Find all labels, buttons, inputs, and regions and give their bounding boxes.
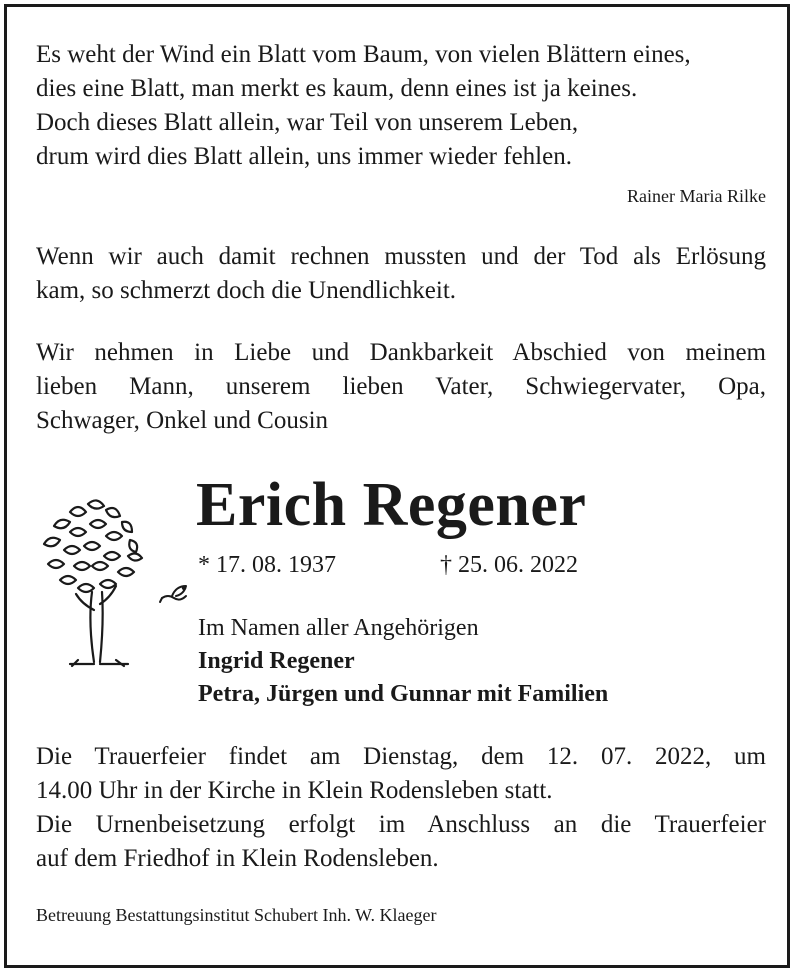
farewell-line: lieben Mann, unserem lieben Vater, Schwiegervater, Opa,: [36, 373, 766, 400]
death-date: † 25. 06. 2022: [440, 552, 578, 578]
poem-line: drum wird dies Blatt allein, uns immer wieder fehlen.: [36, 143, 572, 170]
ceremony-line: Die Trauerfeier findet am Dienstag, dem 12. 07. 2022, um: [36, 743, 766, 770]
poem-line: dies eine Blatt, man merkt es kaum, denn eines ist ja keines.: [36, 75, 638, 102]
bird-icon: [158, 582, 192, 610]
poem-line: Doch dieses Blatt allein, war Teil von unserem Leben,: [36, 109, 579, 136]
signature-intro: Im Namen aller Angehörigen: [198, 615, 479, 641]
farewell-line: Wir nehmen in Liebe und Dankbarkeit Abschied von meinem: [36, 339, 766, 366]
birth-date: * 17. 08. 1937: [198, 552, 336, 578]
tree-icon: [30, 492, 170, 672]
signature-name: Petra, Jürgen und Gunnar mit Familien: [198, 681, 609, 707]
ceremony-line: auf dem Friedhof in Klein Rodensleben.: [36, 845, 439, 872]
undertaker-credit: Betreuung Bestattungsinstitut Schubert Inh. W. Klaeger: [36, 905, 437, 925]
deceased-name: Erich Regener: [196, 471, 587, 539]
farewell-line: Schwager, Onkel und Cousin: [36, 407, 329, 434]
poem-author: Rainer Maria Rilke: [627, 186, 766, 206]
ceremony-line: Die Urnenbeisetzung erfolgt im Anschluss an die Trauerfeier: [36, 811, 766, 838]
intro-line: Wenn wir auch damit rechnen mussten und der Tod als Erlösung: [36, 243, 766, 270]
ceremony-line: 14.00 Uhr in der Kirche in Klein Rodensleben statt.: [36, 777, 553, 804]
poem-line: Es weht der Wind ein Blatt vom Baum, von vielen Blättern eines,: [36, 41, 691, 68]
intro-line: kam, so schmerzt doch die Unendlichkeit.: [36, 277, 457, 304]
signature-name: Ingrid Regener: [198, 648, 355, 674]
